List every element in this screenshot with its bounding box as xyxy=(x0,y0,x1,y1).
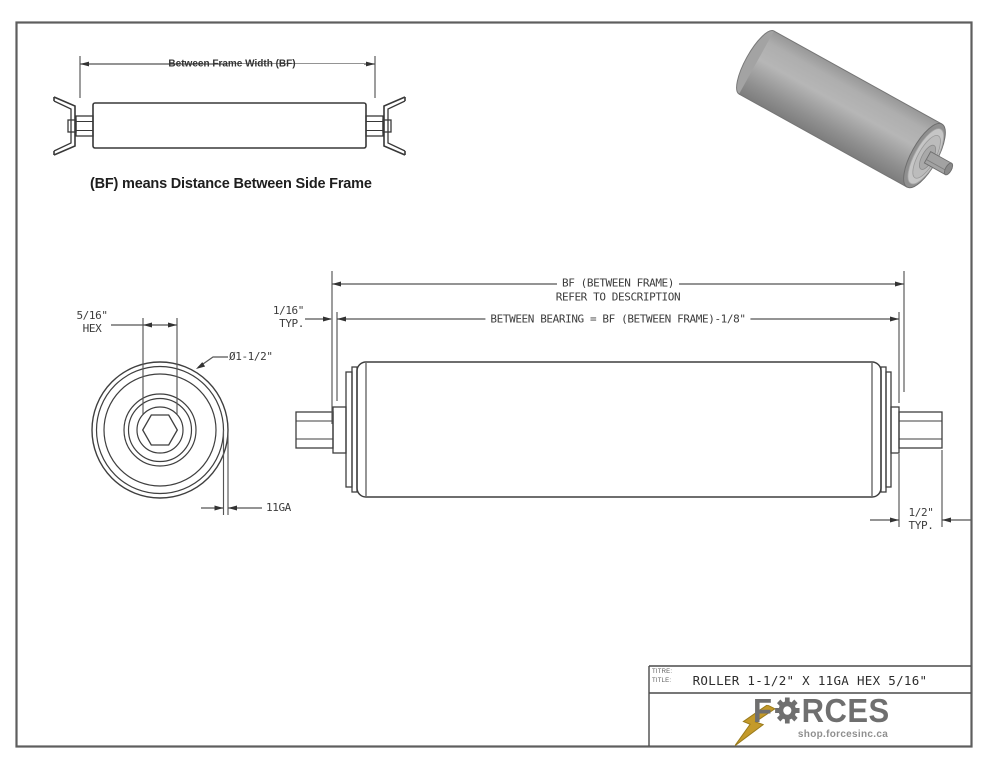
between-bearing-label: BETWEEN BEARING = BF (BETWEEN FRAME)-1/8" xyxy=(485,312,750,325)
end-view-drawing xyxy=(92,362,228,498)
logo-letters-rces: RCES xyxy=(801,692,890,729)
logo-tagline: shop.forcesinc.ca xyxy=(797,729,889,740)
bf-dimension-note: REFER TO DESCRIPTION xyxy=(555,290,681,304)
title-label-en: TITLE: xyxy=(652,677,672,684)
end-gap-typ: TYP. xyxy=(279,317,304,330)
shaft-length-value: 1/2" xyxy=(908,506,934,519)
hex-word-text: HEX xyxy=(82,322,102,335)
shaft-length-label xyxy=(895,506,947,532)
between-frame-width-label xyxy=(168,58,364,75)
title-label-fr: TITRE: xyxy=(652,669,673,675)
end-gap-label xyxy=(252,304,304,330)
gear-icon xyxy=(773,696,800,725)
logo-letter-f: F xyxy=(753,692,773,729)
shaft-length-typ: TYP. xyxy=(908,519,934,532)
gauge-label: 11GA xyxy=(266,501,291,514)
side-view-dimensions xyxy=(305,271,971,527)
diameter-label: Ø1-1/2" xyxy=(229,350,273,363)
hex-size-text: 5/16" xyxy=(76,309,108,322)
drawing-title: ROLLER 1-1/2" X 11GA HEX 5/16" xyxy=(692,673,928,688)
forces-logo-text xyxy=(753,694,890,728)
bf-dimension-label: BF (BETWEEN FRAME) xyxy=(557,277,679,290)
bf-caption: (BF) means Distance Between Side Frame xyxy=(90,176,372,192)
roller-3d-image xyxy=(729,26,968,202)
end-gap-value: 1/16" xyxy=(272,304,304,317)
between-frame-width-text: Between Frame Width (BF) xyxy=(168,58,296,70)
side-view-drawing xyxy=(296,362,942,497)
end-view-dimensions xyxy=(111,318,262,515)
hex-dimension-label xyxy=(66,309,118,335)
